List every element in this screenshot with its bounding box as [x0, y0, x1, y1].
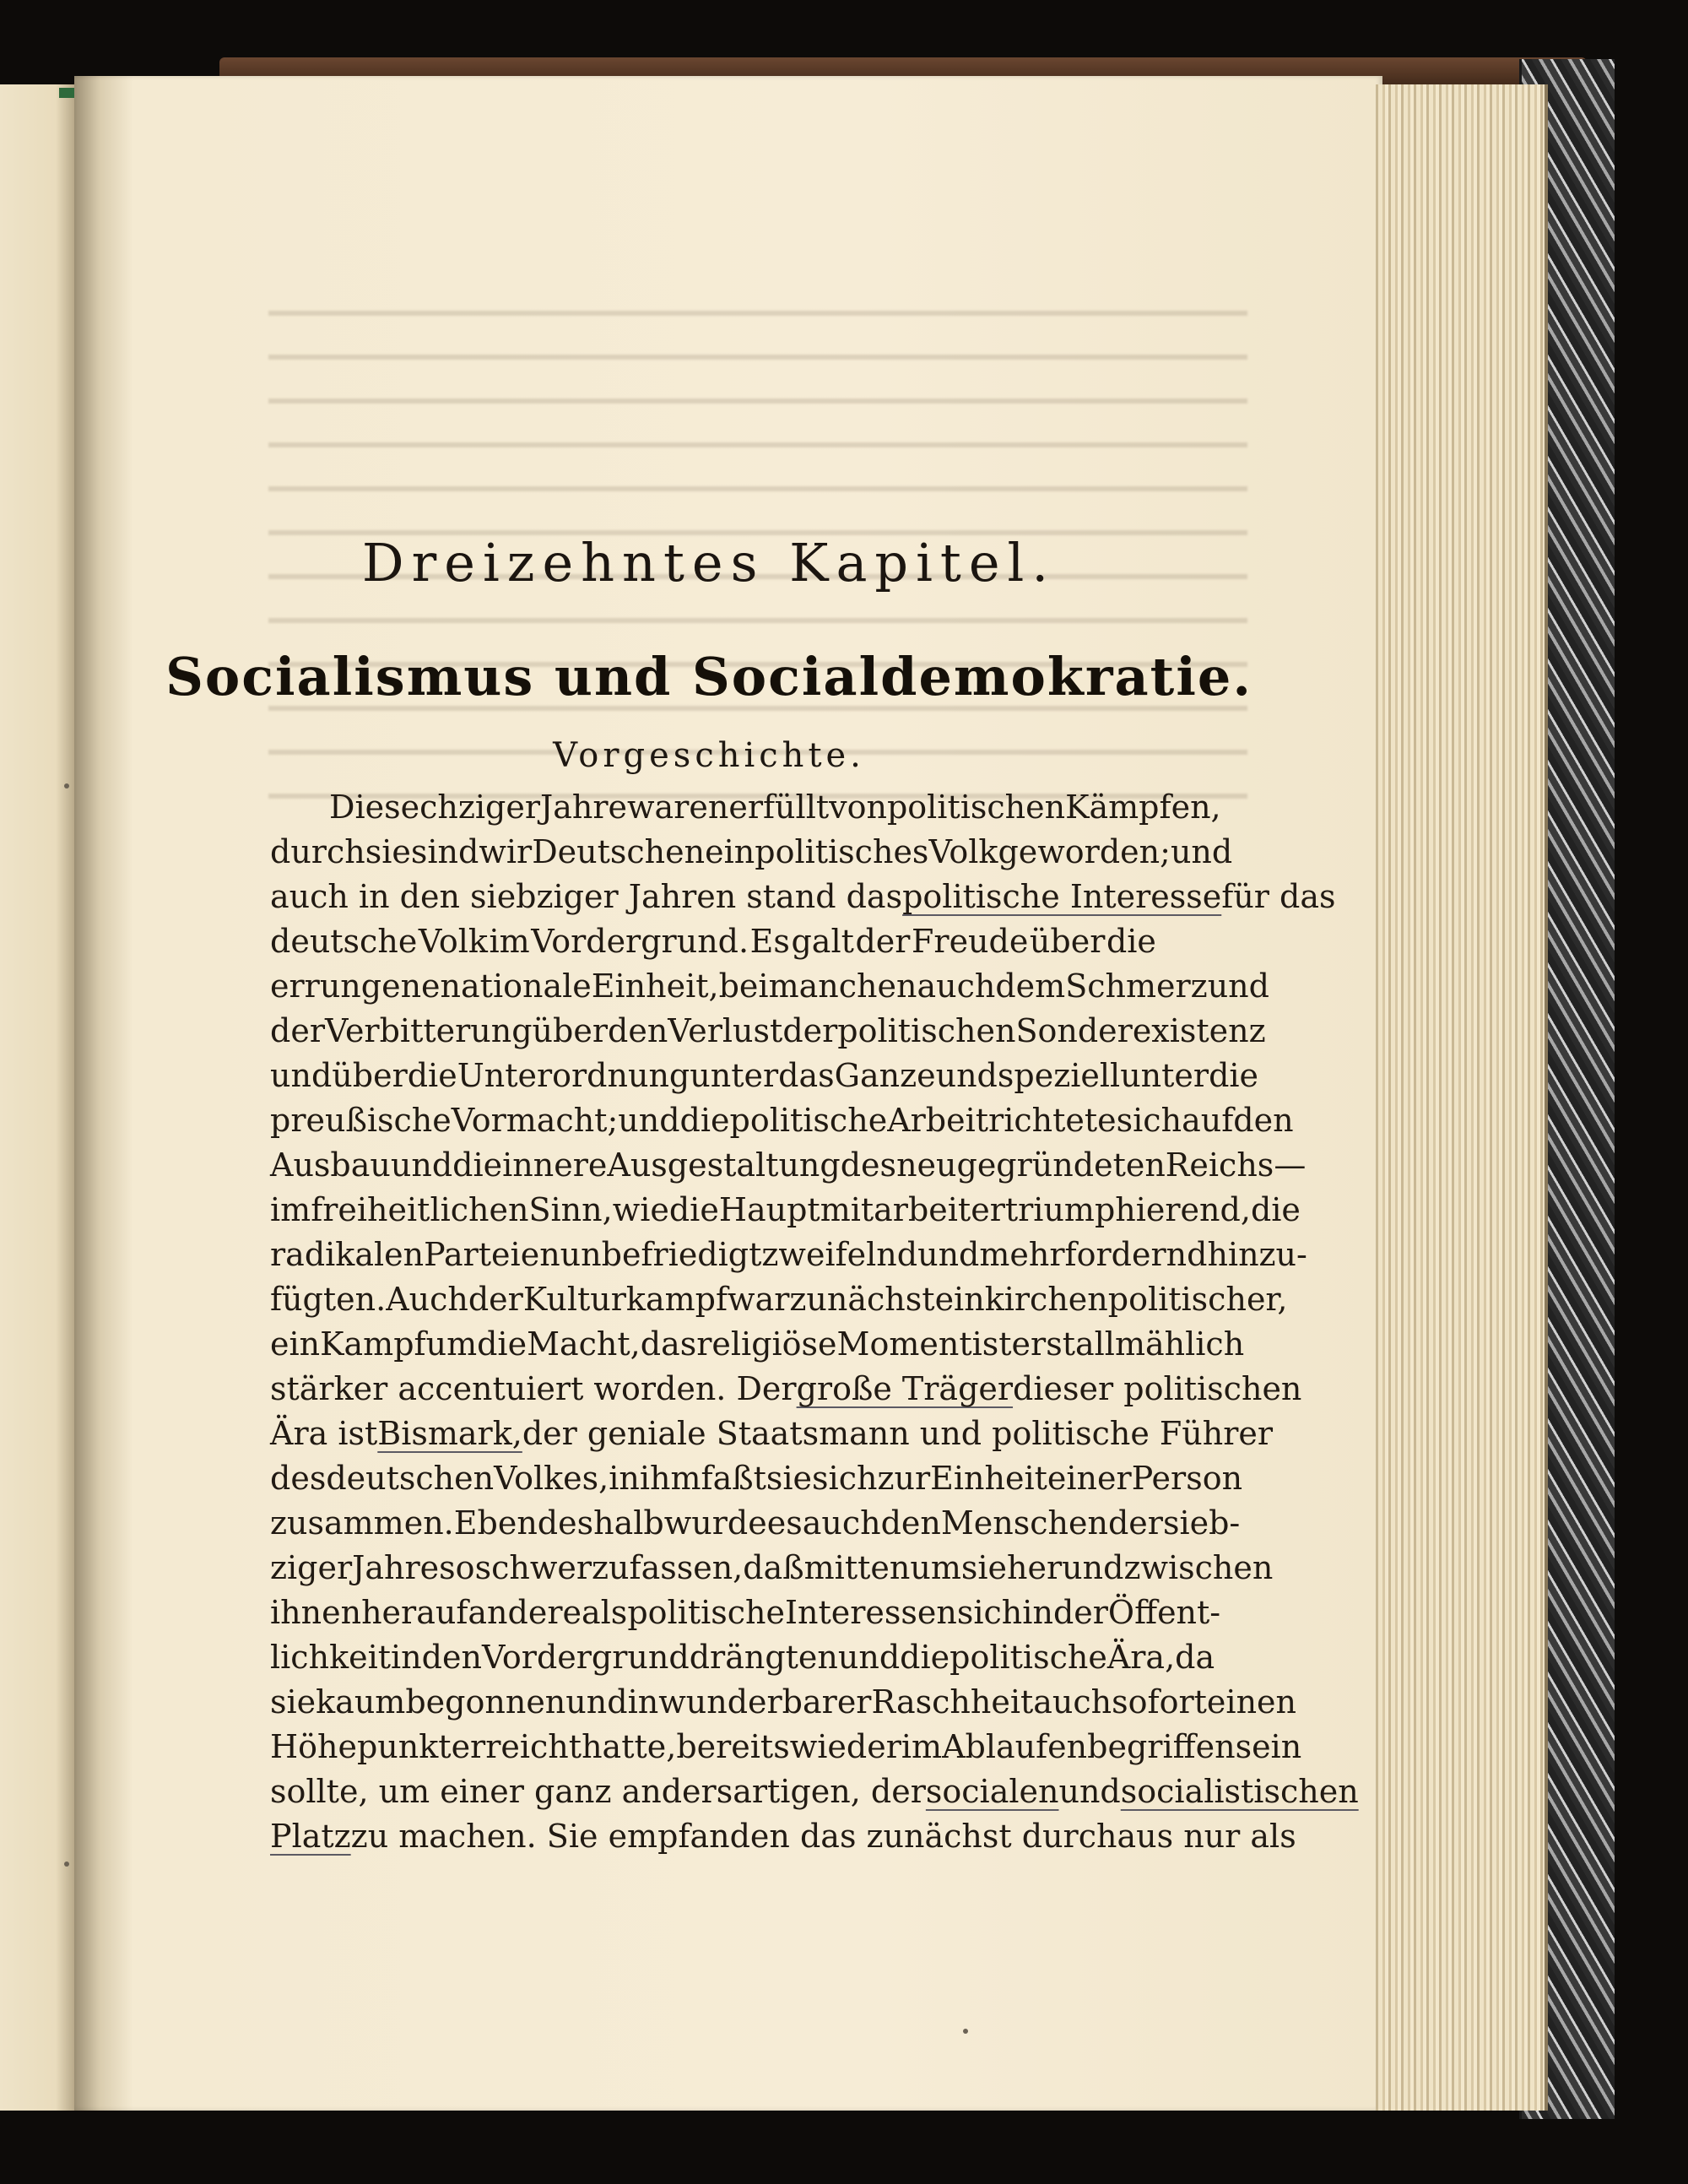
word: war: [728, 1281, 790, 1318]
paper-speck: [963, 2029, 968, 2034]
word: wieder: [789, 1728, 901, 1765]
word: Volkes,: [494, 1460, 609, 1497]
text-span: [270, 1591, 1221, 1635]
word: Sinn,: [528, 1191, 613, 1228]
word: und: [618, 1102, 680, 1139]
text-span: [270, 919, 1156, 964]
word: politischen: [837, 1012, 1016, 1049]
word: Höhepunkt: [270, 1728, 452, 1765]
text-line: [270, 1054, 1259, 1098]
text-line: [270, 1143, 1307, 1188]
word: ein: [270, 1325, 321, 1363]
word: galt: [791, 923, 854, 960]
word: das: [778, 1057, 835, 1094]
word: drängten: [689, 1639, 838, 1676]
word: erfüllt: [728, 789, 830, 826]
underlined-text: politische Interesse: [902, 878, 1222, 915]
word: daß: [743, 1549, 804, 1586]
word: Hauptmitarbeiter: [718, 1191, 1005, 1228]
underlined-text: Bismark,: [377, 1415, 522, 1452]
word: bei: [718, 967, 769, 1005]
word: ziger: [270, 1549, 353, 1586]
word: —: [1274, 1146, 1307, 1184]
word: faßt: [701, 1460, 766, 1497]
word: schwer: [474, 1549, 592, 1586]
word: sieb-: [1162, 1504, 1241, 1542]
word: Volk: [418, 923, 488, 960]
text-span: [270, 1635, 1215, 1680]
text-span: [270, 1501, 1241, 1546]
word: Öffent-: [1107, 1594, 1221, 1631]
word: innere: [502, 1146, 608, 1184]
word: begonnen: [405, 1683, 566, 1721]
word: Verbitterung: [324, 1012, 533, 1049]
word: deutschen: [326, 1460, 495, 1497]
word: sie: [766, 1460, 813, 1497]
word: der: [468, 1281, 523, 1318]
word: die: [1250, 1191, 1301, 1228]
word: allmählich: [1074, 1325, 1245, 1363]
word: und: [1062, 1549, 1124, 1586]
text-line: [270, 1635, 1215, 1680]
word: deutsche: [270, 923, 418, 960]
word: sechziger: [384, 789, 541, 826]
word: und: [837, 1639, 901, 1676]
word: waren: [627, 789, 729, 826]
word: Moment: [836, 1325, 972, 1363]
word: zur: [877, 1460, 931, 1497]
word: wir: [479, 833, 533, 870]
word: im: [489, 923, 530, 960]
word: im: [901, 1728, 943, 1765]
word: im: [270, 1191, 311, 1228]
word: es: [766, 1504, 803, 1542]
word: die: [1106, 923, 1156, 960]
word: wurde: [663, 1504, 767, 1542]
word: Raschheit: [871, 1683, 1034, 1721]
word: ihm: [639, 1460, 701, 1497]
text-span: auch in den siebziger Jahren stand das: [270, 878, 903, 915]
word: politische: [729, 1102, 888, 1139]
word: das: [640, 1325, 697, 1363]
word: geworden;: [998, 833, 1171, 870]
text-span: [270, 1456, 1243, 1501]
chapter-number: Dreizehntes Kapitel.: [361, 532, 1057, 593]
word: über: [332, 1057, 408, 1094]
word: über: [1029, 923, 1106, 960]
text-line: [270, 875, 1336, 919]
word: sie: [270, 1683, 316, 1721]
text-line: [270, 1188, 1301, 1233]
word: der: [270, 1012, 325, 1049]
word: fassen,: [629, 1549, 744, 1586]
word: sich: [1116, 1102, 1182, 1139]
word: kirchenpolitischer,: [984, 1281, 1288, 1318]
word: hinzu-: [1207, 1236, 1307, 1273]
word: Volk: [928, 833, 998, 870]
word: Schmerz: [1065, 967, 1208, 1005]
word: unbefriedigt: [560, 1236, 762, 1273]
word: und: [390, 1146, 453, 1184]
word: auch: [1033, 1683, 1112, 1721]
word: Vordergrund.: [531, 923, 749, 960]
word: um: [425, 1325, 478, 1363]
word: Ganze: [834, 1057, 936, 1094]
word: Ausbau: [270, 1146, 391, 1184]
underlined-text: Platz: [270, 1818, 351, 1855]
word: sich: [812, 1460, 878, 1497]
word: erreicht: [451, 1728, 582, 1765]
text-span: für das: [1221, 878, 1336, 915]
word: zwischen: [1123, 1549, 1274, 1586]
text-span: [329, 785, 1221, 830]
word: auf: [1182, 1102, 1234, 1139]
text-span: [270, 1054, 1259, 1098]
word: politischen: [886, 789, 1066, 826]
word: sind: [410, 833, 479, 870]
word: des: [840, 1146, 897, 1184]
word: errungene: [270, 967, 441, 1005]
word: der: [1107, 1504, 1163, 1542]
word: Verlust: [668, 1012, 783, 1049]
word: wunderbarer: [658, 1683, 872, 1721]
text-span: [270, 1680, 1296, 1725]
word: Parteien: [424, 1236, 560, 1273]
word: richtete: [988, 1102, 1117, 1139]
word: in: [1022, 1594, 1053, 1631]
text-line: [270, 1814, 1296, 1859]
word: freiheitlichen: [311, 1191, 529, 1228]
word: Ablaufen: [942, 1728, 1088, 1765]
word: Macht,: [527, 1325, 641, 1363]
word: und: [917, 1236, 980, 1273]
text-span: [270, 1188, 1301, 1233]
word: Interessen: [785, 1594, 957, 1631]
word: und: [1207, 967, 1269, 1005]
text-span: der geniale Staatsmann und politische Führer: [522, 1415, 1274, 1452]
word: Ausgestaltung: [607, 1146, 841, 1184]
word: Vormacht;: [451, 1102, 619, 1139]
text-span: [270, 1009, 1266, 1054]
word: ist: [971, 1325, 1012, 1363]
text-span: [270, 1277, 1288, 1322]
word: der: [1052, 1594, 1108, 1631]
word: unter: [1120, 1057, 1209, 1094]
word: auch: [917, 967, 996, 1005]
word: und: [565, 1683, 628, 1721]
text-span: Ära ist: [270, 1415, 378, 1452]
word: ein: [705, 833, 755, 870]
word: sich: [956, 1594, 1023, 1631]
page-block-edge: [1376, 84, 1548, 2111]
word: Vordergrund: [481, 1639, 690, 1676]
word: erst: [1011, 1325, 1075, 1363]
word: sein: [1235, 1728, 1302, 1765]
word: preußische: [270, 1102, 452, 1139]
word: die: [900, 1639, 950, 1676]
text-line: [270, 1680, 1296, 1725]
word: speziell: [997, 1057, 1121, 1094]
word: den: [608, 1012, 668, 1049]
text-line: [270, 1233, 1307, 1277]
word: bereits: [676, 1728, 790, 1765]
word: kaum: [316, 1683, 406, 1721]
text-line: [270, 1456, 1243, 1501]
paper-speck: [64, 1862, 69, 1867]
chapter-title: Socialismus und Socialdemokratie.: [165, 646, 1252, 707]
text-span: [270, 1322, 1245, 1367]
word: unter: [690, 1057, 779, 1094]
text-line: [270, 964, 1269, 1009]
word: die: [679, 1102, 730, 1139]
text-span: [270, 964, 1269, 1009]
word: dem: [995, 967, 1066, 1005]
word: in: [627, 1683, 659, 1721]
text-span: stärker accentuiert worden. Der: [270, 1370, 797, 1407]
word: die: [452, 1146, 503, 1184]
word: die: [668, 1191, 719, 1228]
word: herauf: [361, 1594, 468, 1631]
word: auch: [802, 1504, 881, 1542]
word: lichkeit: [270, 1639, 392, 1676]
word: in: [391, 1639, 422, 1676]
word: der: [782, 1012, 838, 1049]
underlined-text: große Träger: [796, 1370, 1014, 1407]
word: Menschen: [940, 1504, 1108, 1542]
left-page-edge: [0, 84, 74, 2111]
word: zunächst: [789, 1281, 935, 1318]
word: her: [1007, 1549, 1063, 1586]
word: und: [935, 1057, 998, 1094]
word: des: [270, 1460, 327, 1497]
text-span: [270, 1546, 1274, 1591]
text-line: [270, 1322, 1245, 1367]
word: deshalb: [537, 1504, 664, 1542]
section-heading: Vorgeschichte.: [553, 736, 865, 775]
word: durch: [270, 833, 365, 870]
text-line: [270, 1725, 1302, 1769]
word: Die: [329, 789, 385, 826]
word: andere: [468, 1594, 582, 1631]
text-line: [270, 1769, 1359, 1814]
word: Deutschen: [532, 833, 706, 870]
word: neugegründeten: [896, 1146, 1166, 1184]
word: da: [1175, 1639, 1215, 1676]
word: die: [477, 1325, 528, 1363]
text-span: [270, 1098, 1294, 1143]
word: zusammen.: [270, 1504, 454, 1542]
word: so: [439, 1549, 475, 1586]
word: Ära,: [1106, 1639, 1176, 1676]
word: Reichs: [1165, 1146, 1274, 1184]
text-line: [270, 1501, 1241, 1546]
word: ihnen: [270, 1594, 362, 1631]
text-line: [270, 1277, 1288, 1322]
word: politische: [950, 1639, 1107, 1676]
word: sie: [960, 1549, 1008, 1586]
word: religiöse: [696, 1325, 837, 1363]
word: einer: [1047, 1460, 1132, 1497]
word: und: [1170, 833, 1233, 870]
text-line: [270, 919, 1156, 964]
word: wie: [612, 1191, 669, 1228]
underlined-text: socialen: [925, 1773, 1059, 1810]
text-line: [270, 1367, 1302, 1412]
text-span: zu machen. Sie empfanden das zunächst durchaus nur als: [350, 1818, 1296, 1855]
text-line: [270, 1009, 1266, 1054]
word: zu: [592, 1549, 630, 1586]
word: Auch: [386, 1281, 468, 1318]
text-line: [270, 1546, 1274, 1591]
underlined-text: socialistischen: [1120, 1773, 1359, 1810]
word: Jahre: [352, 1549, 440, 1586]
text-line: [270, 1412, 1274, 1456]
text-span: [270, 1233, 1307, 1277]
word: von: [829, 789, 887, 826]
word: manchen: [768, 967, 917, 1005]
text-span: dieser politischen: [1013, 1370, 1302, 1407]
text-span: [270, 1143, 1307, 1188]
text-line: [270, 1098, 1294, 1143]
text-line: [270, 830, 1233, 875]
word: Freude: [912, 923, 1029, 960]
word: Jahre: [540, 789, 628, 826]
word: die: [1209, 1057, 1259, 1094]
word: Sonderexistenz: [1015, 1012, 1266, 1049]
word: Kämpfen,: [1065, 789, 1221, 826]
word: radikalen: [270, 1236, 425, 1273]
text-line: [270, 785, 1221, 830]
word: politisches: [755, 833, 929, 870]
word: einen: [1206, 1683, 1296, 1721]
word: Kampf: [320, 1325, 426, 1363]
word: mitten: [803, 1549, 911, 1586]
text-span: [270, 830, 1233, 875]
word: der: [855, 923, 911, 960]
word: sofort: [1112, 1683, 1207, 1721]
word: Eben: [453, 1504, 538, 1542]
word: Einheit,: [591, 967, 719, 1005]
word: als: [582, 1594, 628, 1631]
word: Einheit: [930, 1460, 1047, 1497]
word: sie: [365, 833, 411, 870]
text-span: [270, 1725, 1302, 1769]
word: und: [270, 1057, 333, 1094]
word: politische: [627, 1594, 785, 1631]
word: den: [880, 1504, 941, 1542]
word: fügten.: [270, 1281, 387, 1318]
word: Person: [1131, 1460, 1243, 1497]
word: Kulturkampf: [522, 1281, 728, 1318]
word: Arbeit: [887, 1102, 989, 1139]
text-span: und: [1058, 1773, 1121, 1810]
word: Es: [749, 923, 790, 960]
word: in: [609, 1460, 640, 1497]
word: zweifelnd: [761, 1236, 918, 1273]
word: um: [910, 1549, 961, 1586]
word: hatte,: [582, 1728, 677, 1765]
word: Unterordnung: [457, 1057, 690, 1094]
word: begriffen: [1087, 1728, 1236, 1765]
word: mehr: [979, 1236, 1065, 1273]
word: ein: [934, 1281, 985, 1318]
body-text: [270, 785, 1359, 1859]
word: den: [1233, 1102, 1294, 1139]
paper-speck: [64, 783, 69, 789]
word: triumphierend,: [1004, 1191, 1251, 1228]
word: über: [532, 1012, 608, 1049]
word: den: [421, 1639, 482, 1676]
word: nationale: [440, 967, 592, 1005]
text-span: sollte, um einer ganz andersartigen, der: [270, 1773, 926, 1810]
word: fordernd: [1064, 1236, 1208, 1273]
text-line: [270, 1591, 1221, 1635]
word: die: [407, 1057, 457, 1094]
